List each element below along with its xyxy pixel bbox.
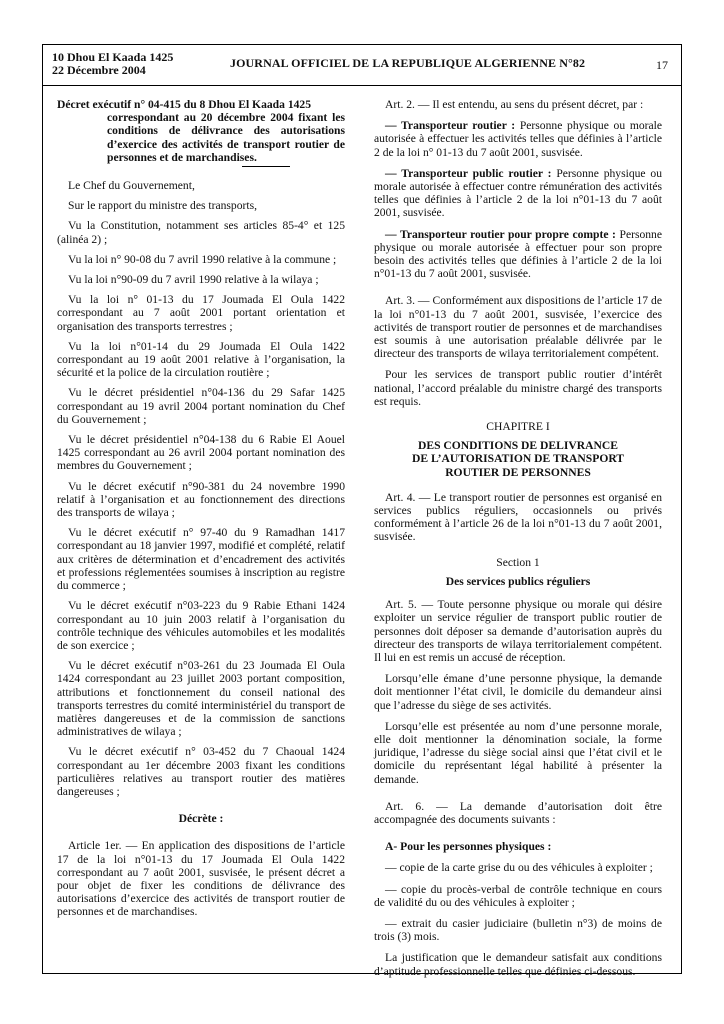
definition-term: — Transporteur public routier : xyxy=(385,166,552,180)
chapter-heading: CHAPITRE I xyxy=(486,420,550,434)
decree-title xyxy=(57,98,345,164)
visa-paragraph: Vu le décret exécutif n° 03-452 du 7 Chaoual 1424 correspondant au 1er décembre 2003 fixant les conditions particulières relatives au transport routier des matières dangereuses ; xyxy=(57,745,345,798)
page-number: 17 xyxy=(656,58,668,72)
definition-text: Personne physique ou morale autorisée à effectuer contre rémunération des activités telles que définies à l’article 2 de la loi n°01-13 du 7 août 2001, susvisée. xyxy=(374,166,662,220)
chapter-title-line: ROUTIER DE PERSONNES xyxy=(445,465,591,479)
definition-transporteur-propre-compte xyxy=(374,228,662,281)
right-column xyxy=(374,98,662,986)
document-list-item: — extrait du casier judiciaire (bulletin n°3) de moins de trois (3) mois. xyxy=(374,916,662,944)
header-date xyxy=(52,51,173,77)
article-4: Art. 4. — Le transport routier de personnes est organisé en services publics réguliers, occasionnels ou privés conformément à l’article 26 de la loi n°01-13 du 7 août 2001, susvisée. xyxy=(374,490,662,544)
article-6: Art. 6. — La demande d’autorisation doit être accompagnée des documents suivants : xyxy=(374,799,662,826)
definition-term: — Transporteur routier : xyxy=(385,119,516,133)
article-5: Art. 5. — Toute personne physique ou morale qui désire exploiter un service régulier de transport public routier de personnes doit déposer sa demande d’autorisation auprès du directeur des transports de wilaya territorialement compétent. Il lui en est remis un accusé de réception. xyxy=(374,598,662,664)
preamble-paragraph: Le Chef du Gouvernement, xyxy=(68,179,195,193)
visa-paragraph: Vu le décret exécutif n°03-261 du 23 Joumada El Oula 1424 correspondant au 23 juillet 2003 portant composition, attributions et fonctionnement du conseil national des transports terrestres du comité interministériel du transport de matières dangereuses et de la commission de sanctions administratives de wilaya ; xyxy=(57,659,345,739)
article-3: Art. 3. — Conformément aux dispositions de l’article 17 de la loi n°01-13 du 7 août 2001, susvisée, l’exercice des activités de transport routier de personnes et de marchandises est soumis à une autorisation préalable délivrée par le directeur des transports de wilaya territorialement compétent. xyxy=(374,294,662,361)
visa-paragraph: Vu la loi n° 01-13 du 17 Joumada El Oula 1422 correspondant au 7 août 2001 portant orientation et organisation des transports terrestres ; xyxy=(57,293,345,333)
visa-paragraph: Vu la loi n° 90-08 du 7 avril 1990 relative à la commune ; xyxy=(68,252,337,266)
chapter-title xyxy=(374,439,662,479)
page-header xyxy=(42,44,682,86)
definition-term: — Transporteur routier pour propre compte : xyxy=(385,227,616,241)
section-title: Des services publics réguliers xyxy=(445,574,591,588)
visa-paragraph: Vu le décret exécutif n° 97-40 du 9 Ramadhan 1417 correspondant au 18 janvier 1997, modifié et complété, relatif aux critères de détermination et d’encadrement des activités et professions réglementées soumises à inscription au registre du commerce ; xyxy=(57,526,345,593)
title-rule xyxy=(242,166,290,167)
article-3-paragraph-2: Pour les services de transport public routier d’intérêt national, l’accord préalable du ministre chargé des transports est requis. xyxy=(374,368,662,408)
document-list-item: — copie de la carte grise du ou des véhicules à exploiter ; xyxy=(385,861,653,875)
decrete-heading: Décrète : xyxy=(178,812,224,826)
visa-paragraph: Vu la loi n°01-14 du 29 Joumada El Oula 1422 correspondant au 19 août 2001 relative à l’organisation, la sécurité et la police de la circulation routière ; xyxy=(57,339,345,380)
section-heading: Section 1 xyxy=(496,555,540,569)
document-list-item: — copie du procès-verbal de contrôle technique en cours de validité du ou des véhicules à exploiter ; xyxy=(374,882,662,909)
decree-title-first-line: Décret exécutif n° 04-415 du 8 Dhou El Kaada 1425 xyxy=(57,98,312,111)
visa-paragraph: Vu la loi n°90-09 du 7 avril 1990 relative à la wilaya ; xyxy=(68,273,319,287)
decree-title-rest: correspondant au 20 décembre 2004 fixant les conditions de délivrance des autorisations d’exercice des activités de transport routier de personnes et de marchandises. xyxy=(107,111,345,164)
definition-text: Personne physique ou morale autorisée à effectuer pour son propre besoin des activités telles que définies à l’article 2 de la loi n°01-13 du 7 août 2001, susvisée. xyxy=(374,227,663,281)
visa-paragraph: Vu le décret présidentiel n°04-136 du 29 Safar 1425 correspondant au 19 avril 2004 portant nomination du Chef du Gouvernement ; xyxy=(57,386,345,426)
journal-title: JOURNAL OFFICIEL DE LA REPUBLIQUE ALGERIENNE N°82 xyxy=(230,56,586,70)
visa-paragraph: Vu le décret présidentiel n°04-138 du 6 Rabie El Aouel 1425 correspondant au 26 avril 2004 portant nomination des membres du Gouvernement ; xyxy=(57,433,345,473)
left-column xyxy=(57,98,345,927)
visa-paragraph: Vu le décret exécutif n°03-223 du 9 Rabie Ethani 1424 correspondant au 10 juin 2003 relatif à l’organisation du contrôle technique des véhicules automobiles et les modalités de son exercice ; xyxy=(57,599,345,652)
definition-transporteur-routier xyxy=(374,119,662,159)
article-1: Article 1er. — En application des dispositions de l’article 17 de la loi n°01-13 du 17 Joumada El Oula 1422 correspondant au 7 août 2001, susvisée, le présent décret a pour objet de fixer les conditions de délivrance des autorisations d’exercice des activités de transport routier de personnes et de marchandises. xyxy=(57,839,345,919)
header-date-hijri: 10 Dhou El Kaada 1425 xyxy=(52,50,174,64)
visa-paragraph: Vu la Constitution, notamment ses articles 85-4° et 125 (alinéa 2) ; xyxy=(57,219,345,246)
article-5-paragraph-2: Lorsqu’elle émane d’une personne physique, la demande doit mentionner l’état civil, le domicile du demandeur ainsi que l’adresse du siège de ses activités. xyxy=(374,672,662,712)
chapter-title-line: DES CONDITIONS DE DELIVRANCE xyxy=(417,439,619,453)
chapter-title-line: DE L’AUTORISATION DE TRANSPORT xyxy=(411,452,625,466)
article-6-subheading: A- Pour les personnes physiques : xyxy=(385,840,552,854)
article-2-intro: Art. 2. — Il est entendu, au sens du présent décret, par : xyxy=(385,98,644,111)
header-date-gregorian: 22 Décembre 2004 xyxy=(52,63,146,77)
definition-text: Personne physique ou morale autorisée à effectuer les activités telles que définies à l’article 2 de la loi n° 01-13 du 7 août 2001, susvisée. xyxy=(374,119,663,159)
visa-paragraph: Vu le décret exécutif n°90-381 du 24 novembre 1990 relatif à l’organisation et au fonctionnement des directions des transports de wilaya ; xyxy=(57,479,345,520)
definition-transporteur-public xyxy=(374,167,662,220)
article-5-paragraph-3: Lorsqu’elle est présentée au nom d’une personne morale, elle doit mentionner la dénomination sociale, la forme juridique, l’adresse du siège social ainsi que l’état civil et le domicile du représentant légal habilité à présenter la demande. xyxy=(374,719,662,786)
document-list-item: La justification que le demandeur satisfait aux conditions d’aptitude professionnelle telles que définies ci-dessous. xyxy=(374,951,662,978)
preamble-paragraph: Sur le rapport du ministre des transports, xyxy=(68,199,258,213)
